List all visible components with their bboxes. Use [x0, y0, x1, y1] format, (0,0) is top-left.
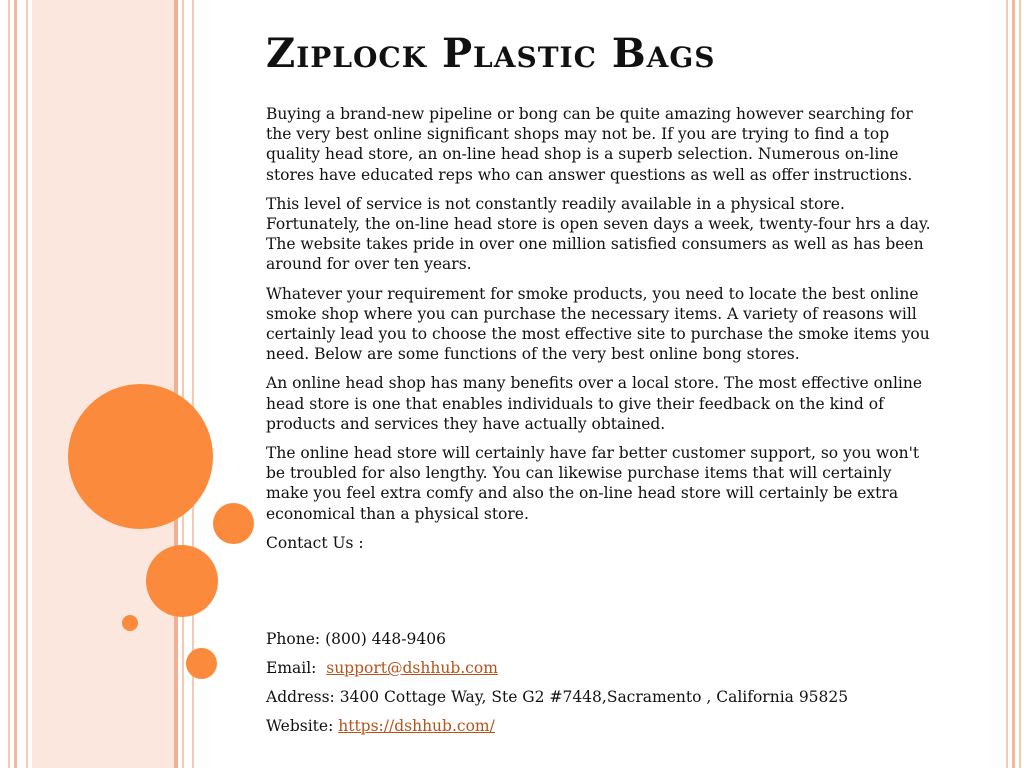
paragraph-2: This level of service is not constantly readily available in a physical store. Fortunately, the on-line head store is open seven days a week, twenty-four hrs a day. The website takes pride in over one million satisfied consumers as well as has been around for over ten years.	[266, 194, 931, 274]
decorative-stripe	[26, 0, 28, 768]
decorative-stripe	[1019, 0, 1021, 768]
website-line	[266, 715, 946, 744]
decorative-circle-tiny	[122, 615, 138, 631]
address-line	[266, 686, 946, 715]
contact-heading: Contact Us :	[266, 533, 364, 552]
decorative-circle-large	[68, 384, 213, 529]
address-text: 3400 Cottage Way, Ste G2 #7448,Sacramento , California 95825	[339, 688, 849, 706]
phone-line	[266, 628, 946, 657]
paragraph-5: The online head store will certainly have far better customer support, so you won't be troubled for also lengthy. You can likewise purchase items that will certainly make you feel extra comfy and also the on-line head store will certainly be extra economical than a physical store.	[266, 444, 920, 523]
decorative-circle-small	[186, 648, 217, 679]
paragraph-4: An online head shop has many benefits over a local store. The most effective online head store is one that enables individuals to give their feedback on the kind of products and services they have actually obtained.	[266, 374, 923, 433]
decorative-stripe	[8, 0, 10, 768]
website-label: Website:	[266, 717, 339, 735]
email-link[interactable]: support@dshhub.com	[326, 659, 498, 677]
decorative-stripe	[1012, 0, 1015, 768]
paragraph-3: Whatever your requirement for smoke products, you need to locate the best online smoke shop where you can purchase the necessary items. A variety of reasons will certainly lead you to choose the most effective site to purchase the smoke items you need. Below are some functions of the very best online bong stores.	[266, 284, 930, 364]
decorative-circle-medium	[213, 503, 254, 544]
phone-label: Phone:	[266, 630, 326, 648]
decorative-band	[32, 0, 174, 768]
website-link[interactable]: https://dshhub.com/	[338, 717, 495, 735]
page-title: Ziplock Plastic Bags	[266, 30, 716, 77]
email-label: Email:	[266, 659, 327, 677]
decorative-circle-medium-large	[146, 545, 218, 617]
contact-details	[266, 628, 946, 744]
slide-content	[266, 28, 936, 553]
decorative-stripe	[174, 0, 178, 768]
address-label: Address:	[266, 688, 340, 706]
decorative-stripe	[1006, 0, 1008, 768]
decorative-stripe	[14, 0, 17, 768]
email-line	[266, 657, 946, 686]
decorative-stripe	[182, 0, 184, 768]
paragraph-1: Buying a brand-new pipeline or bong can be quite amazing however searching for the very best online significant shops may not be. If you are trying to find a top quality head store, an on-line head shop is a superb selection. Numerous on-line stores have educated reps who can answer questions as well as offer instructions.	[266, 105, 913, 184]
phone-number: (800) 448-9406	[325, 630, 446, 648]
